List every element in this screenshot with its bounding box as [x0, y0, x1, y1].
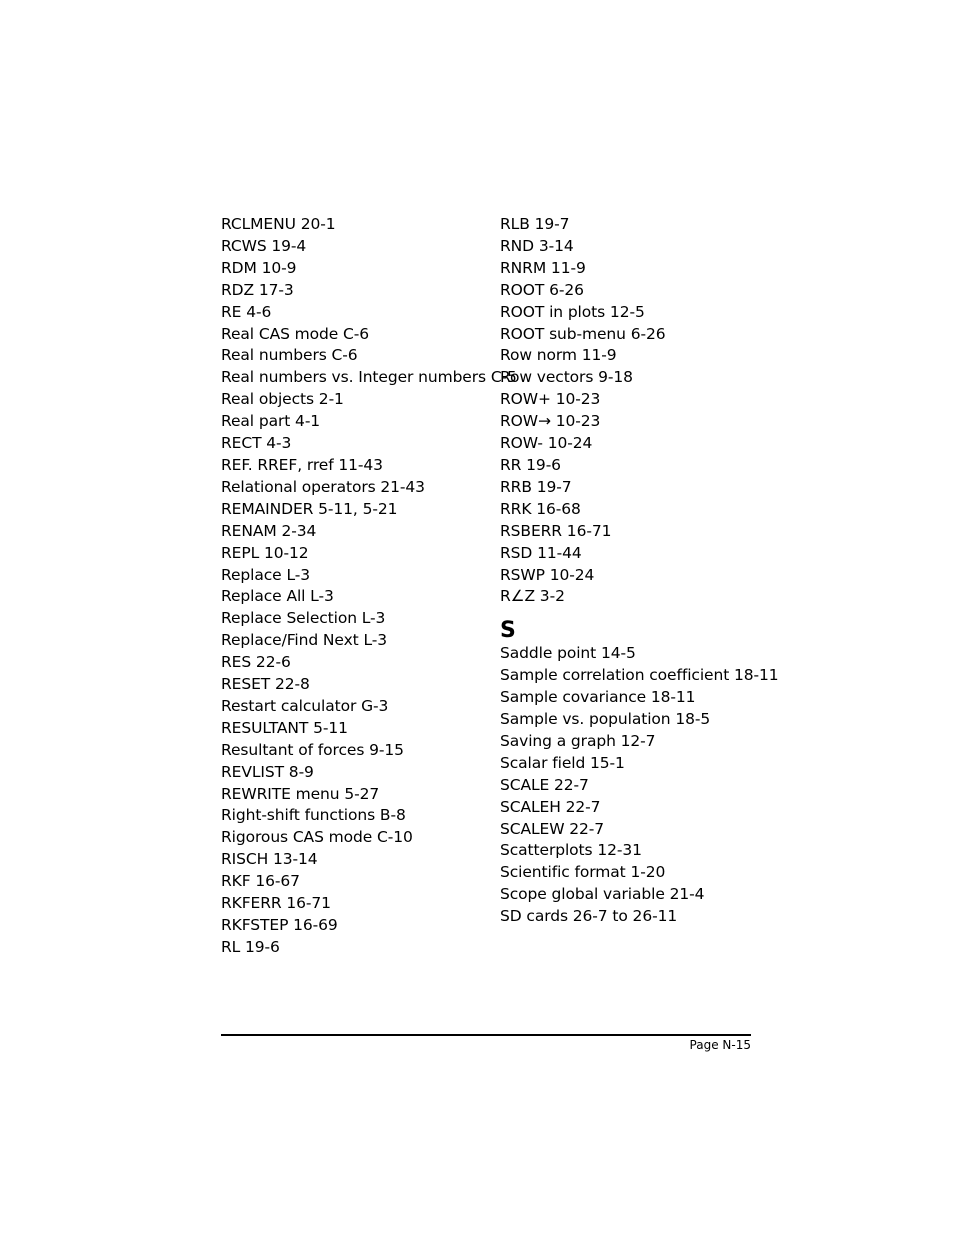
index-entry: Row norm 11-9 — [500, 346, 617, 365]
index-entry: RRK 16-68 — [500, 499, 581, 518]
index-entry: RCWS 19-4 — [221, 236, 307, 255]
index-entry: Scientific format 1-20 — [500, 863, 666, 882]
index-entry: ROOT sub-menu 6-26 — [500, 324, 666, 343]
index-entry: RRB 19-7 — [500, 477, 572, 496]
index-entry: REVLIST 8-9 — [221, 762, 314, 781]
index-entry: Replace/Find Next L-3 — [221, 631, 387, 650]
index-entry: R∠Z 3-2 — [500, 587, 565, 606]
index-entry: SCALE 22-7 — [500, 775, 589, 794]
index-entry: SCALEH 22-7 — [500, 797, 601, 816]
index-entry: RESULTANT 5-11 — [221, 718, 348, 737]
index-column-left — [221, 214, 517, 959]
section-heading: S — [500, 618, 516, 644]
index-entry: Row vectors 9-18 — [500, 368, 633, 387]
index-entry: RESET 22-8 — [221, 675, 310, 694]
index-entry: Real numbers C-6 — [221, 346, 358, 365]
index-entry: Saddle point 14-5 — [500, 644, 636, 663]
index-entry: ROW+ 10-23 — [500, 390, 601, 409]
index-entry: RSD 11-44 — [500, 543, 582, 562]
index-entry: RR 19-6 — [500, 455, 561, 474]
index-entry: RE 4-6 — [221, 302, 272, 321]
index-entry: Replace L-3 — [221, 565, 310, 584]
index-entry: Restart calculator G-3 — [221, 696, 389, 715]
index-entry: Replace Selection L-3 — [221, 609, 386, 628]
index-entry: RSWP 10-24 — [500, 565, 595, 584]
index-entry: REPL 10-12 — [221, 543, 309, 562]
index-entry: Sample covariance 18-11 — [500, 688, 696, 707]
index-entry: Scope global variable 21-4 — [500, 885, 705, 904]
index-entry: Replace All L-3 — [221, 587, 334, 606]
index-column-right — [500, 214, 779, 928]
index-entry: ROOT 6-26 — [500, 280, 584, 299]
index-entry: Real part 4-1 — [221, 412, 321, 431]
index-entry: SD cards 26-7 to 26-11 — [500, 907, 678, 926]
index-entry: Scalar field 15-1 — [500, 753, 625, 772]
index-entry: RECT 4-3 — [221, 434, 292, 453]
index-entry: RL 19-6 — [221, 937, 280, 956]
index-entry: ROW- 10-24 — [500, 434, 593, 453]
index-entry: REMAINDER 5-11, 5-21 — [221, 499, 398, 518]
index-entry: RKFSTEP 16-69 — [221, 916, 338, 934]
index-entry: ROOT in plots 12-5 — [500, 302, 645, 321]
index-entry: Right-shift functions B-8 — [221, 806, 406, 825]
index-entry: RKF 16-67 — [221, 872, 300, 891]
index-entry: RENAM 2-34 — [221, 521, 317, 540]
index-entry: Resultant of forces 9-15 — [221, 740, 404, 759]
index-entry: Sample correlation coefficient 18-11 — [500, 666, 779, 685]
index-entry: Relational operators 21-43 — [221, 477, 425, 496]
index-entry: Real objects 2-1 — [221, 390, 344, 409]
index-entry: RISCH 13-14 — [221, 850, 318, 869]
index-entry: RLB 19-7 — [500, 215, 570, 233]
index-entry: RNRM 11-9 — [500, 258, 586, 277]
index-entry: REF. RREF, rref 11-43 — [221, 455, 383, 474]
index-entry: RES 22-6 — [221, 653, 291, 672]
index-entry: REWRITE menu 5-27 — [221, 784, 380, 803]
index-entry: Rigorous CAS mode C-10 — [221, 828, 413, 847]
index-entry: Scatterplots 12-31 — [500, 841, 642, 860]
page-number: Page N-15 — [689, 1038, 751, 1052]
index-entry: Saving a graph 12-7 — [500, 731, 656, 750]
index-entry: ROW→ 10-23 — [500, 412, 601, 431]
index-entry: Sample vs. population 18-5 — [500, 710, 711, 729]
index-entry: RSBERR 16-71 — [500, 521, 612, 540]
index-entry: RCLMENU 20-1 — [221, 215, 336, 233]
index-entry: Real numbers vs. Integer numbers C-5 — [221, 368, 517, 387]
index-entry: Real CAS mode C-6 — [221, 324, 369, 343]
index-entry: RKFERR 16-71 — [221, 894, 331, 913]
index-entry: RND 3-14 — [500, 236, 574, 255]
footer-rule — [221, 1034, 751, 1036]
index-entry: SCALEW 22-7 — [500, 819, 605, 838]
index-entry: RDM 10-9 — [221, 258, 297, 277]
index-entry: RDZ 17-3 — [221, 280, 294, 299]
